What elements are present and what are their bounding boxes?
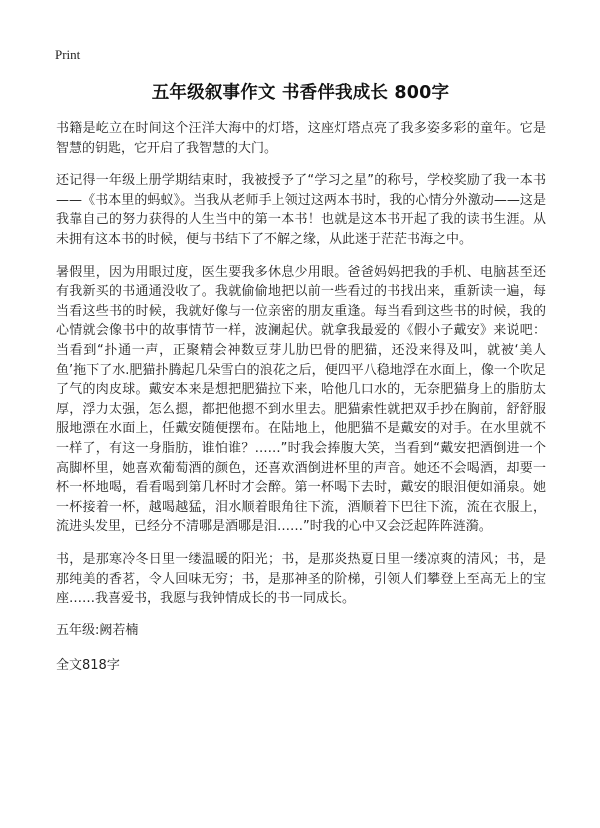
paragraph-4: 书，是那寒冷冬日里一缕温暖的阳光；书，是那炎热夏日里一缕凉爽的清风；书，是那纯美的香茗，令人回味无穷；书，是那神圣的阶梯，引领人们攀登上至高无上的宝座……我喜爱书，我愿与我钟情成长的书一同成长。 [56,551,546,607]
print-link[interactable]: Print [55,47,81,62]
author-line: 五年级:阙若楠 [56,622,139,638]
article-body [56,119,546,675]
paragraph-3: 暑假里，因为用眼过度，医生要我多休息少用眼。爸爸妈妈把我的手机、电脑甚至还有我新买的书通通没收了。我就偷偷地把以前一些看过的书找出来，重新读一遍，每当看这些书的时候，我就好像与一位亲密的朋友重逢。每当看到这些书的时候，我的心情就会像书中的故事情节一样，波澜起伏。就拿我最爱的《假小子戴安》来说吧：当看到“扑通一声，正聚精会神数豆芽儿肋巴骨的肥猫，还没来得及叫，就被‘美人鱼’拖下了水.肥猫扑腾起几朵雪白的浪花之后，便四平八稳地浮在水面上，像一个吹足了气的肉皮球。戴安本来是想把肥猫拉下来，哈他几口水的，无奈肥猫身上的脂肪太厚，浮力太强，怎么摁，都把他摁不到水里去。肥猫索性就把双手抄在胸前，舒舒服服地漂在水面上，任戴安随便摆布。在陆地上，他肥猫不是戴安的对手。在水里就不一样了，有这一身脂肪，谁怕谁？……”时我会捧腹大笑，当看到“戴安把酒倒进一个高脚杯里，她喜欢葡萄酒的颜色，还喜欢酒倒进杯里的声音。她还不会喝酒，却要一杯一杯地喝，看看喝到第几杯时才会醉。第一杯喝下去时，戴安的眼泪便如涌泉。她一杯接着一杯，越喝越猛，泪水顺着眼角往下流，酒顺着下巴往下流，流在衣服上，流进头发里，已经分不清哪是酒哪是泪……”时我的心中又会泛起阵阵涟漪。 [56,264,546,535]
article-title: 五年级叙事作文 书香伴我成长 800字 [151,83,450,103]
word-count: 全文818字 [56,657,120,673]
paragraph-2: 还记得一年级上册学期结束时，我被授予了“学习之星”的称号，学校奖励了我一本书——《书本里的蚂蚁》。当我从老师手上领过这两本书时，我的心情分外激动——这是我靠自己的努力获得的人生当中的第一本书！也就是这本书开起了我的读书生涯。从未拥有这本书的时候，便与书结下了不解之缘，从此迷于茫茫书海之中。 [56,173,546,247]
paragraph-1: 书籍是屹立在时间这个汪洋大海中的灯塔，这座灯塔点亮了我多姿多彩的童年。它是智慧的钥匙，它开启了我智慧的大门。 [56,121,546,156]
